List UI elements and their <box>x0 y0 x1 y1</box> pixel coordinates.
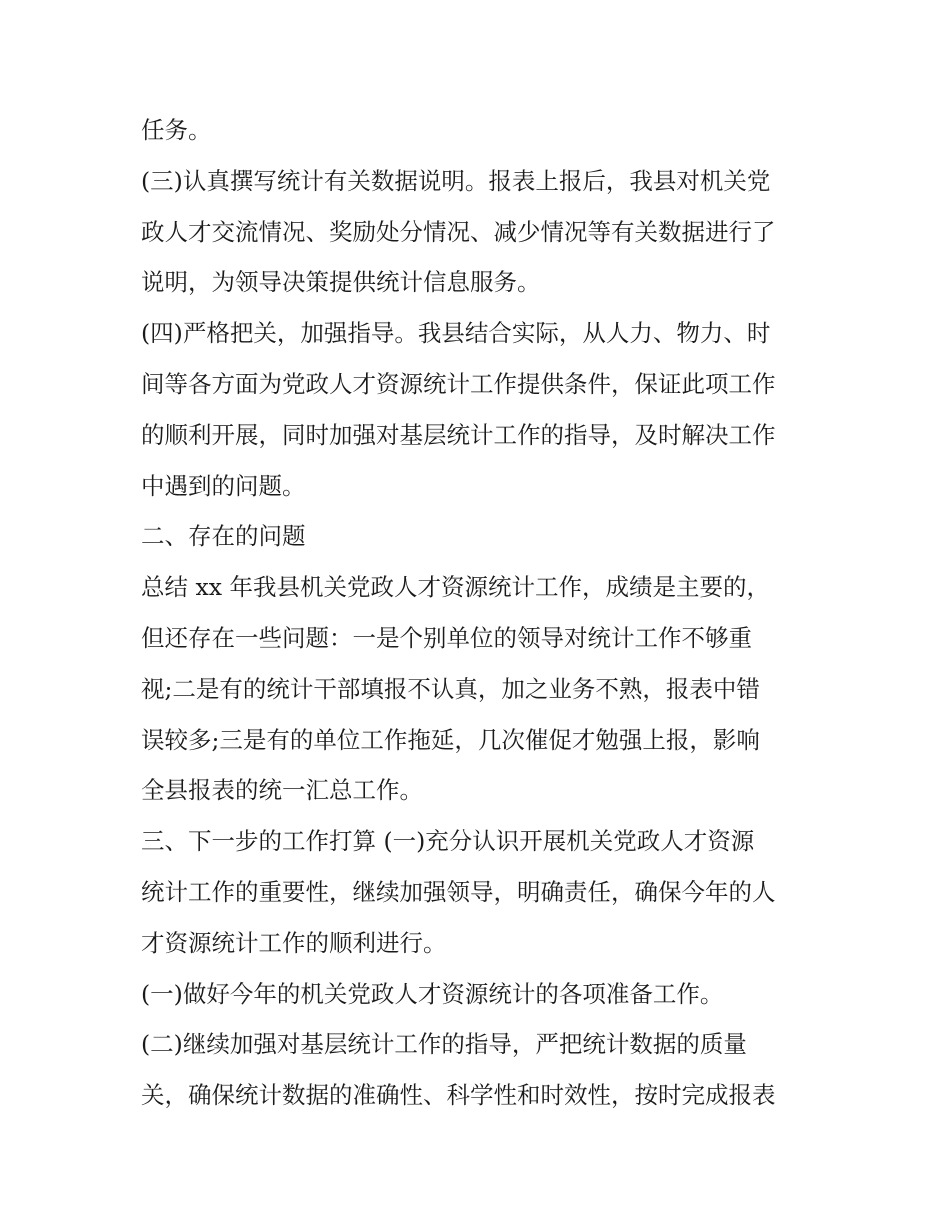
text-line: 全县报表的统一汇总工作。 <box>141 776 423 805</box>
text-line: 误较多;三是有的单位工作拖延，几次催促才勉强上报，影响 <box>141 725 760 754</box>
text-line: 政人才交流情况、奖励处分情况、减少情况等有关数据进行了 <box>141 217 776 246</box>
text-line: 间等各方面为党政人才资源统计工作提供条件，保证此项工作 <box>141 369 776 398</box>
text-line: (二)继续加强对基层统计工作的指导，严把统计数据的质量 <box>141 1030 747 1059</box>
document-body <box>141 105 821 1121</box>
text-line: 总结 xx 年我县机关党政人才资源统计工作，成绩是主要的， <box>141 573 770 602</box>
text-line: (一)做好今年的机关党政人才资源统计的各项准备工作。 <box>141 979 724 1008</box>
text-line: 统计工作的重要性，继续加强领导，明确责任，确保今年的人 <box>141 877 776 906</box>
text-line: (三)认真撰写统计有关数据说明。报表上报后，我县对机关党 <box>141 166 771 195</box>
text-line: 任务。 <box>141 116 212 144</box>
section-heading: 三、下一步的工作打算 (一)充分认识开展机关党政人才资源 <box>141 827 755 856</box>
text-line: 中遇到的问题。 <box>141 471 306 500</box>
text-line: 说明，为领导决策提供统计信息服务。 <box>141 268 541 297</box>
text-line: (四)严格把关，加强指导。我县结合实际，从人力、物力、时 <box>141 319 771 348</box>
text-line: 才资源统计工作的顺利进行。 <box>141 928 447 957</box>
text-line: 但还存在一些问题：一是个别单位的领导对统计工作不够重 <box>141 623 752 652</box>
text-line: 的顺利开展，同时加强对基层统计工作的指导，及时解决工作 <box>141 420 776 449</box>
section-heading: 二、存在的问题 <box>141 522 306 551</box>
text-line: 视;二是有的统计干部填报不认真，加之业务不熟，报表中错 <box>141 674 760 703</box>
text-line: 关，确保统计数据的准确性、科学性和时效性，按时完成报表 <box>141 1081 776 1110</box>
